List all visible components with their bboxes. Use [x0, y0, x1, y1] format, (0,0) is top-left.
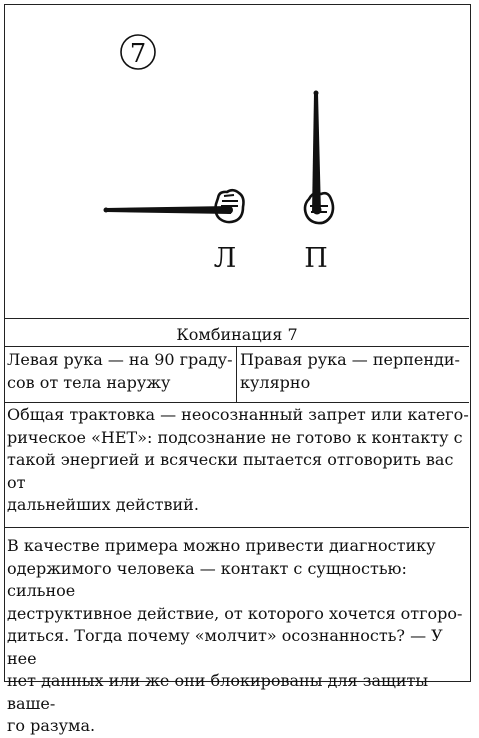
left-hand-line: сов от тела наружу — [7, 372, 171, 392]
example-line: одержимого человека — контакт с сущностью: сильное — [7, 558, 407, 600]
left-hand-line: Левая рука — на 90 граду- — [7, 350, 233, 369]
example-line: деструктивное действие, от которого хочется отгоро- — [7, 603, 463, 623]
example-line: В качестве примера можно привести диагностику — [7, 536, 436, 555]
interpretation-line: такой энергией и всячески пытается отговорить вас от — [7, 450, 454, 492]
interpretation-line: рическое «НЕТ»: подсознание не готово к контакту с — [7, 427, 463, 447]
interpretation-cell — [7, 404, 469, 517]
example-cell — [7, 535, 469, 738]
right-hand-cell — [240, 349, 468, 394]
combination-card — [4, 4, 471, 735]
divider-line — [5, 527, 469, 528]
left-hand-cell — [7, 349, 235, 394]
divider-line — [5, 346, 469, 347]
left-hand-label: Л — [213, 243, 237, 274]
divider-line — [5, 402, 469, 403]
right-hand-line: Правая рука — перпенди- — [240, 350, 460, 369]
combination-title: Комбинация 7 — [176, 325, 298, 344]
left-rod-icon — [104, 190, 244, 222]
interpretation-line: Общая трактовка — неосознанный запрет или катего- — [7, 405, 469, 424]
right-hand-label: П — [304, 243, 328, 274]
interpretation-line: дальнейших действий. — [7, 495, 199, 514]
right-hand-line: кулярно — [240, 372, 311, 392]
example-line: нет данных или же они блокированы для защиты ваше- — [7, 671, 429, 713]
right-rod-icon — [305, 91, 333, 224]
dowsing-rods-figure — [5, 5, 469, 318]
figure-number: 7 — [129, 39, 147, 69]
example-line: го разума. — [7, 716, 96, 735]
column-divider — [236, 346, 237, 402]
divider-line — [5, 318, 469, 319]
example-line: диться. Тогда почему «молчит» осознанность? — У нее — [7, 626, 443, 668]
